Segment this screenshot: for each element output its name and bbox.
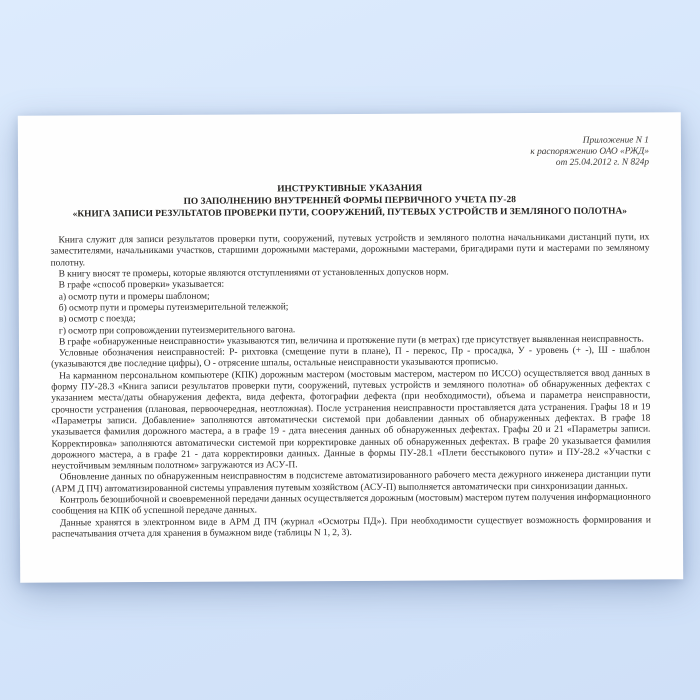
document-title [50, 183, 649, 221]
appendix-line: Приложение N 1 [582, 135, 649, 146]
paragraph: Условные обозначения неисправностей: Р- рихтовка (смещение пути в плане), П - перекос, Пр - просадка, У - уровень (+ -), Ш - шаблон (указываются две последние цифры), О - отрясение шпалы, остальные неисправности указываются прописью. [51, 345, 651, 371]
list-item: в) осмотр с поезда; [58, 314, 136, 325]
paragraph: В графе «способ проверки» указывается: [58, 280, 225, 291]
paragraph: Контроль безошибочной и своевременной передачи данных осуществляется дорожным (мостовым) мастером путем получения информационного сообщения на КПК об успешной передаче данных. [51, 492, 651, 517]
paragraph: На карманном персональном компьютере (КПК) дорожным мастером (мостовым мастером, мастером по ИССО) осуществляется ввод данных в форму ПУ-28.3 «Книга записи результатов проверки пути, сооружений, путевых устройств и земляного полотна» об обнаруженных дефектах с указанием места/даты обнаружения дефекта, вида дефекта, фотографии дефекта (при необходимости), объема и параметра неисправности, срочности устранения (плановая, первоочередная, неотложная). После устранения неисправности проставляется дата устранения. Графы 18 и 19 «Параметры записи. Добавление» заполняются автоматически системой при добавлении данных об обнаруженных дефектах. В графе 18 указывается фамилия дорожного мастера, а в графе 19 - дата внесения данных об обнаруженных дефектах. Графы 20 и 21 «Параметры записи. Корректировка» заполняются автоматически системой при корректировке данных об обнаруженных дефектах. В графе 20 указывается фамилия дорожного мастера, а в графе 21 - дата корректировки данных. Данные в формы ПУ-28.1 «Плети бесстыкового пути» и ПУ-28.2 «Участки с неустойчивым земляным полотном» загружаются из АСУ-П. [51, 368, 651, 472]
paragraph: В графе «обнаруженные неисправности» указываются тип, величина и протяжение пути (в метрах) где присутствует выявленная неисправность. [58, 334, 644, 348]
paragraph: Данные хранятся в электронном виде в АРМ Д ПЧ (журнал «Осмотры ПД»). При необходимости существует возможность формирования и распечатывания отчета для хранения в бумажном виде (таблицы N 1, 2, 3). [51, 515, 651, 540]
list-item: б) осмотр пути и промеры путеизмерительной тележкой; [58, 302, 289, 314]
title-line: ПО ЗАПОЛНЕНИЮ ВНУТРЕННЕЙ ФОРМЫ ПЕРВИЧНОГО УЧЕТА ПУ-28 [183, 195, 516, 207]
document-body [50, 233, 651, 541]
document-page [18, 112, 683, 582]
appendix-line: к распоряжению ОАО «РЖД» [530, 146, 650, 157]
appendix-line: от 25.04.2012 г. N 824р [555, 157, 650, 168]
paragraph: Обновление данных по обнаруженным неисправностям в подсистеме автоматизированного рабочего места дежурного инженера дистанции пути (АРМ Д ПЧ) автоматизированной системы управления путевым хозяйством (АСУ-П) выполняется автоматически при синхронизации данных. [51, 469, 651, 495]
title-line: «КНИГА ЗАПИСИ РЕЗУЛЬТАТОВ ПРОВЕРКИ ПУТИ, СООРУЖЕНИЙ, ПУТЕВЫХ УСТРОЙСТВ И ЗЕМЛЯНОГО ПОЛОТНА» [72, 206, 627, 220]
appendix-reference [50, 135, 649, 171]
paragraph: Книга служит для записи результатов проверки пути, сооружений, путевых устройств и земляного полотна начальниками дистанций пути, их заместителями, начальниками участков, старшими дорожными мастерами, дорожными мастерами, бригадирами пути и мастерами по земляному полотну. [50, 232, 650, 269]
paragraph: В книгу вносят те промеры, которые являются отступлениями от установленных допусков норм. [58, 267, 449, 280]
list-item: г) осмотр при сопровождении путеизмерительного вагона. [58, 324, 296, 337]
list-item: а) осмотр пути и промеры шаблоном; [58, 291, 210, 303]
title-line: ИНСТРУКТИВНЫЕ УКАЗАНИЯ [277, 184, 423, 195]
